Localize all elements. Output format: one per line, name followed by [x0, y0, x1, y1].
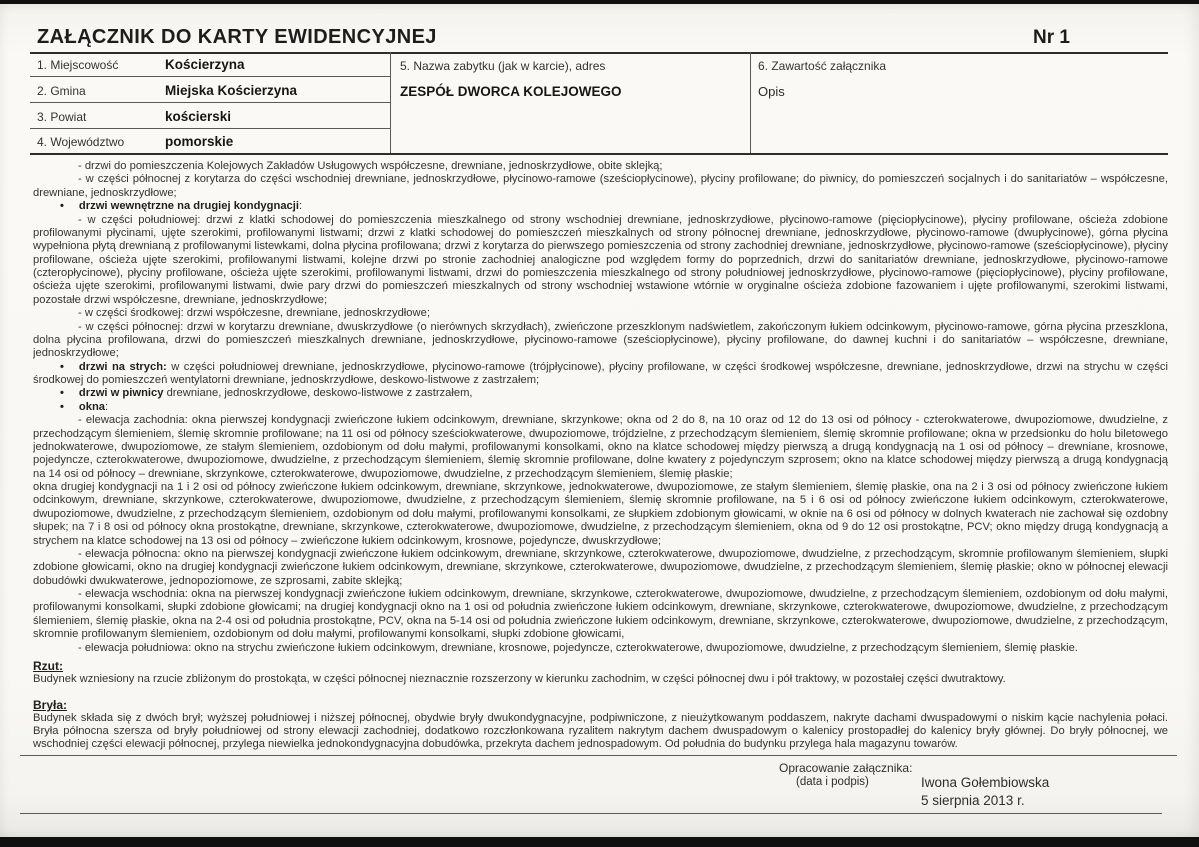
description-paragraph: - elewacja wschodnia: okna na pierwszej kondygnacji zwieńczone łukiem odcinkowym, drewniane, skrzynkowe, czterokwaterowe, dwupoziomowe, dwudzielne, z przechodzącym ślemieniem, ozdobionym od dołu małymi, profilowanymi konsolkami, słupki zdobione głowicami; na drugiej kondygnacji okno na 1 osi od południa zwieńczone łukiem odcinkowym, drewniane, skrzynkowe, czterokwaterowe, dwupoziomowe, dwudzielne, z przechodzącym ślemieniem, ślemię płaskie, okna na 2-4 osi od południa prostokątne, PCV, okna na 5-14 osi od południa zwieńczone łukiem odcinkowym, drewniane, skrzynkowe, czterokwaterowe, dwupoziomowe, dwudzielne, z przechodzącym, skromnie profilowanym ślemieniem, ozdobionym od dołu małymi, profilowanymi konsolkami, słupki zdobione głowicami,	[33, 588, 1168, 641]
bullet-icon: •	[60, 387, 64, 400]
divider	[30, 128, 390, 129]
description-paragraph: - w części południowej: drzwi z klatki schodowej do pomieszczenia mieszkalnego od strony wschodniej drewniane, jednoskrzydłowe, płycinowo-ramowe (pięciopłycinowe), płyciny profilowane, ościeża zdobione profilowanymi płycinami, ujęte szerokimi, profilowanymi listwami; drzwi z klatki schodowej do pomieszczeń mieszkalnych od strony północnej drewniane, jednoskrzydłowe, płycinowo-ramowe (dwupłycinowe), górna płycina wypełniona płytą drewnianą z profilowanymi listewkami, dolna płycina profilowana; drzwi z korytarza do pierwszego pomieszczenia od strony zachodniej drewniane, jednoskrzydłowe, płycinowo-ramowe (sześciopłycinowe), płyciny profilowane, ościeża ujęte szerokimi, profilowanymi listwami, kolejne drzwi po stronie zachodniej analogiczne pod względem formy do poprzednich, drzwi do sanitariatów drewniane, jednoskrzydłowe, płycinowo-ramowe (czteropłycinowe), płyciny profilowane, ościeża ujęte szerokimi, profilowanymi listwami, drzwi do pomieszczenia mieszkalnego od strony południowej jednoskrzydłowe, płycinowo-ramowe (pięciopłycinowe), płyciny profilowane, ościeża ujęte szerokimi, profilowanymi listwami, dwie pary drzwi do pomieszczeń mieszkalnych od strony wschodniej wstawione wtórnie w oryginalne ościeża zdobione fazowaniem i ujęte profilowanymi, szerokimi listwami, pozostałe drzwi współczesne, drewniane, jednoskrzydłowe;	[33, 213, 1168, 306]
field-value-wojewodztwo: pomorskie	[165, 134, 234, 149]
paragraph-text: w części południowej drewniane, jednoskrzydłowe, płycinowo-ramowe (trójpłycinowe), płyciny profilowane, w części środkowej współczesne, drewniane, jednoskrzydłowe, drzwi na strychu w części środkowej do pomieszczeń wentylatorni drewniane, jednoskrzydłowe, deskowo-listwowe z zastrzałem;	[33, 360, 1168, 386]
paragraph-lead: okna	[78, 400, 106, 413]
paper-sheet	[0, 4, 1199, 837]
divider	[30, 102, 390, 103]
description-paragraph	[33, 401, 1168, 414]
signature-date: 5 sierpnia 2013 r.	[921, 793, 1025, 808]
field-label-miejscowosc: 1. Miejscowość	[37, 58, 119, 72]
bullet-icon: •	[60, 360, 64, 373]
divider	[30, 52, 1168, 54]
description-body	[33, 160, 1168, 657]
paragraph-text: :	[105, 400, 109, 413]
description-paragraph: - elewacja północna: okno na pierwszej kondygnacji zwieńczone łukiem odcinkowym, drewniane, skrzynkowe, czterokwaterowe, dwupoziomowe, dwudzielne, z przechodzącym, skromnie profilowanym ślemieniem, słupki zdobione głowicami, okno na drugiej kondygnacji zwieńczone łukiem odcinkowym, drewniane, skrzynkowe, czterokwaterowe, dwupoziomowe, dwudzielne, z przechodzącym ślemieniem, ślemię płaskie; okno w północnej elewacji dobudówki dwukwaterowe, jednopoziomowe, ze szprosami, zabite sklejką;	[33, 547, 1168, 587]
field-value-miejscowosc: Kościerzyna	[165, 57, 245, 72]
section-heading-rzut: Rzut:	[33, 659, 63, 673]
attachment-value: Opis	[758, 84, 785, 99]
divider	[750, 52, 751, 153]
monument-name: ZESPÓŁ DWORCA KOLEJOWEGO	[400, 84, 622, 99]
description-paragraph: - elewacja zachodnia: okna pierwszej kondygnacji zwieńczone łukiem odcinkowym, drewniane, skrzynkowe; okna od 2 do 8, na 10 oraz od 12 do 13 osi od północy - czterokwaterowe, dwupoziomowe, dwudzielne, z przechodzącym ślemieniem, ślemię skromnie profilowane; na 11 osi od północy sześciokwaterowe, dwupoziomowe, trójdzielne, z przechodzącym ślemieniem, ślemię skromnie profilowane; okna w przedsionku do holu biletowego jednokwaterowe, dwupoziomowe, ze stałym ślemieniem, ozdobionym od dołu małymi, profilowanymi konsolkami, okno na klatce schodowej między pierwszą a drugą kondygnacją na 1 osi od północy – drewniane, krosnowe, pojedyncze, czterokwaterowe, dwupoziomowe, dwudzielne, z przechodzącym ślemieniem, ślemię skromnie profilowane, dolne kwatery z pojedynczym szprosem; okno na klatce schodowej między pierwszą a drugą kondygnacją na 14 osi od północy – drewniane, skrzynkowe, czterokwaterowe, dwupoziomowe, dwudzielne, z przechodzącym ślemieniem, ślemię płaskie;	[33, 414, 1168, 480]
description-paragraph: - w części środkowej: drzwi współczesne, drewniane, jednoskrzydłowe;	[78, 307, 430, 320]
field-value-gmina: Miejska Kościerzyna	[165, 83, 298, 98]
signature-author: Iwona Gołembiowska	[921, 775, 1050, 790]
section-text-rzut: Budynek wzniesiony na rzucie zbliżonym do prostokąta, w części północnej nieznacznie rozszerzony w kierunku zachodnim, w części północnej dwu i pół traktowy, w pozostałej części dwutraktowy.	[33, 673, 1006, 685]
divider	[30, 153, 1168, 155]
page-title: ZAŁĄCZNIK DO KARTY EWIDENCYJNEJ	[37, 26, 437, 48]
field-label-gmina: 2. Gmina	[37, 84, 86, 98]
bullet-icon: •	[60, 400, 64, 413]
description-paragraph	[33, 387, 1168, 400]
divider	[30, 76, 390, 77]
divider	[20, 813, 1162, 814]
description-paragraph: - elewacja południowa: okno na strychu zwieńczone łukiem odcinkowym, drewniane, krosnowe, pojedyncze, czterokwaterowe, dwupoziomowe, dwudzielne, z przechodzącym ślemieniem, ślemię płaskie.	[78, 641, 1078, 654]
description-paragraph: - drzwi do pomieszczenia Kolejowych Zakładów Usługowych współczesne, drewniane, jednoskrzydłowe, obite sklejką;	[78, 160, 663, 172]
paragraph-text: :	[298, 200, 303, 213]
section-heading-bryla: Bryła:	[33, 698, 68, 712]
description-paragraph: - w części północnej z korytarza do części wschodniej drewniane, jednoskrzydłowe, płycinowo-ramowe (sześciopłycinowe), płyciny profilowane; do piwnicy, do pomieszczeń socjalnych i do sanitariatów – współczesne, drewniane, jednoskrzydłowe;	[33, 173, 1168, 199]
description-paragraph	[33, 361, 1168, 388]
description-paragraph	[33, 200, 1168, 213]
monument-label: 5. Nazwa zabytku (jak w karcie), adres	[400, 59, 606, 73]
description-paragraph: okna drugiej kondygnacji na 1 i 2 osi od północy zwieńczone łukiem odcinkowym, drewniane, skrzynkowe, jednokwaterowe, dwupoziomowe, ze stałym ślemieniem, ślemię płaskie, ona na 2 i 3 osi od północy zwieńczone łukiem odcinkowym, drewniane, skrzynkowe, czterokwaterowe, dwupoziomowe, dwudzielne, z przechodzącym ślemieniem, ślemię skromnie profilowane, na 5 i 6 osi od północy zwieńczone łukiem odcinkowym, czterokwaterowe, dwupoziomowe, dwudzielne, z przechodzącym ślemieniem, ozdobionym od dołu małymi, profilowanymi konsolkami, ze słupkiem zdobionym głowicami, w oknie na 6 osi od północy w dolnych kwaterach nie zachował się ozdobny słupek; na 7 i 8 osi od północy okna prostokątne, drewniane, skrzynkowe, czterokwaterowe, dwupoziomowe, dwudzielne, z przechodzącym ślemieniem, okna od 9 do 12 osi prostokątne, PCV; okno między drugą kondygnacją a strychem na klatce schodowej na 13 osi od północy – zwieńczone łukiem odcinkowym, krosnowe, pojedyncze, dwuskrzydłowe;	[33, 481, 1168, 547]
field-value-powiat: kościerski	[165, 109, 232, 124]
signature-date-hint: (data i podpis)	[796, 776, 869, 788]
attachment-label: 6. Zawartość załącznika	[758, 59, 887, 73]
divider	[390, 52, 391, 153]
paragraph-lead: drzwi na strych:	[78, 360, 167, 373]
paragraph-lead: drzwi wewnętrzne na drugiej kondygnacji	[78, 200, 299, 213]
doc-number: Nr 1	[1033, 27, 1070, 48]
paragraph-lead: drzwi w piwnicy	[78, 387, 164, 400]
description-paragraph: - w części północnej: drzwi w korytarzu drewniane, dwuskrzydłowe (o nierównych skrzydłach), zwieńczone przeszklonym nadświetlem, zakończonym łukiem odcinkowym, płycinowo-ramowe, górna płycina przeszklona, dolna płycina profilowana, drzwi do pomieszczeń mieszkalnych drewniane, jednoskrzydłowe, płycinowo-ramowe (sześciopłycinowe), płyciny profilowane, do dawnej kuchni i do sanitariatów – współczesne, drewniane, jednoskrzydłowe;	[33, 320, 1168, 360]
field-label-powiat: 3. Powiat	[37, 110, 87, 124]
paragraph-text: drewniane, jednoskrzydłowe, deskowo-listwowe z zastrzałem,	[163, 387, 473, 400]
divider	[20, 755, 1177, 756]
bullet-icon: •	[60, 200, 64, 213]
signature-block-label: Opracowanie załącznika:	[779, 761, 913, 775]
field-label-wojewodztwo: 4. Województwo	[37, 135, 125, 149]
section-text-bryla: Budynek składa się z dwóch brył; wyższej południowej i niższej północnej, obydwie bryły dwukondygnacyjne, podpiwniczone, z nieużytkowanym poddaszem, nakryte dachami dwuspadowymi o niskim kącie nachylenia połaci. Bryła północna szersza od bryły południowej od strony elewacji zachodniej, dodatkowo rozczłonkowana ryzalitem nakrytym dachem dwuspadowym o kalenicy prostopadłej do kalenicy bryły głównej. Do bryły północnej, we wschodniej części elewacji północnej, przylega niewielka jednokondygnacyjna dobudówka, przekryta dachem jednospadowym. Od południa do budynku przylega hala magazynu towarów.	[33, 712, 1168, 751]
